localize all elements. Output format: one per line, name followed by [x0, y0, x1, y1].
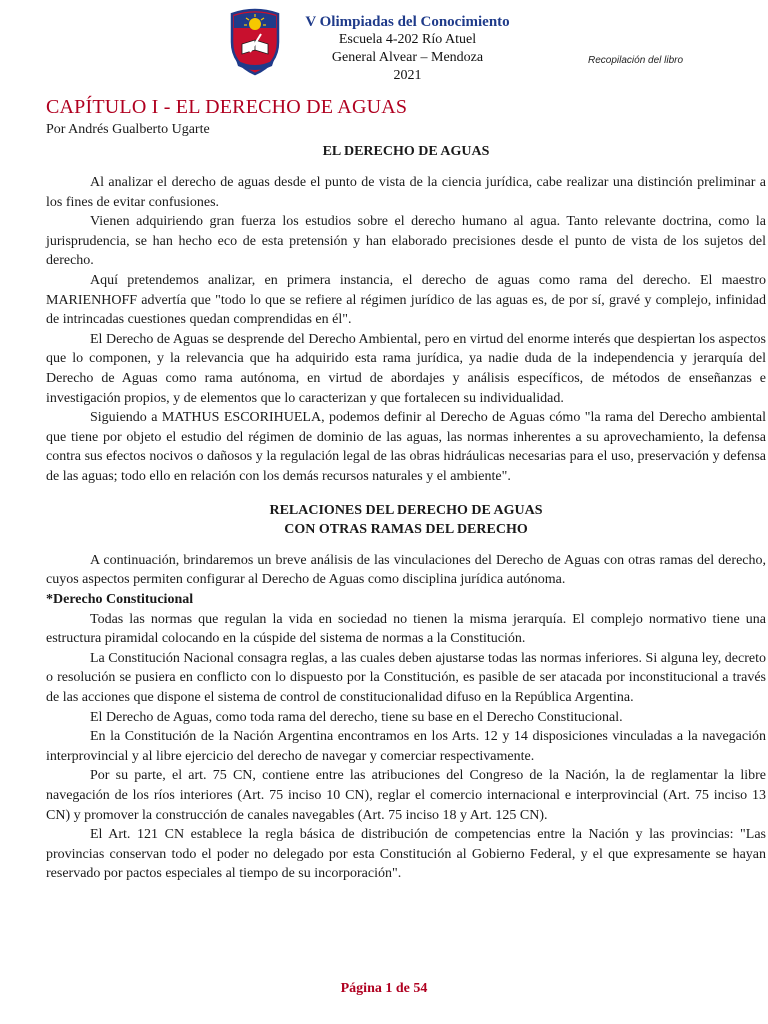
paragraph: Al analizar el derecho de aguas desde el punto de vista de la ciencia jurídica, cabe realizar una distinción preliminar a los fines de evitar confusiones. [46, 175, 766, 210]
paragraph: Aquí pretendemos analizar, en primera instancia, el derecho de aguas como rama del derecho. El maestro MARIENHOFF advertía que "todo lo que se refiere al régimen jurídico de las aguas es, de por sí, gravé y complejo, infinidad de intrincadas cuestiones quedan comprendidas en él". [46, 272, 766, 328]
compilation-note: Recopilación del libro [588, 55, 684, 66]
subheading-derecho-constitucional: *Derecho Constitucional [46, 591, 194, 607]
header-year: 2021 [393, 68, 422, 83]
school-crest-logo [228, 8, 282, 78]
page-number-footer: Página 1 de 54 [340, 981, 428, 996]
paragraph: El Derecho de Aguas, como toda rama del derecho, tiene su base en el Derecho Constitucional. [90, 709, 623, 725]
section-title-relaciones-line2: CON OTRAS RAMAS DEL DERECHO [284, 521, 528, 537]
page-header [0, 0, 768, 90]
paragraph: A continuación, brindaremos un breve análisis de las vinculaciones del Derecho de Aguas con otras ramas del derecho, cuyos aspectos permiten configurar al Derecho de Aguas como disciplina jurídica autónoma. [46, 552, 766, 588]
paragraph: Por su parte, el art. 75 CN, contiene entre las atribuciones del Congreso de la Nación, la de reglamentar la libre navegación de los ríos interiores (Art. 75 inciso 10 CN), reglar el comercio internacional e interprovincial (Art. 75 inciso 13 CN) y promover la construcción de canales navegables (Art. 75 inciso 18 y Art. 125 CN). [46, 768, 766, 823]
paragraph: En la Constitución de la Nación Argentina encontramos en los Arts. 12 y 14 disposiciones vinculadas a la navegación interprovincial y al libre ejercicio del derecho de navegar y comerciar respectivamente. [46, 729, 766, 764]
section-title-relaciones-line1: RELACIONES DEL DERECHO DE AGUAS [269, 502, 543, 518]
school-name: Escuela 4-202 Río Atuel [338, 32, 477, 47]
header-text-block [300, 13, 515, 85]
chapter-title: CAPÍTULO I - EL DERECHO DE AGUAS [46, 96, 408, 118]
olympiad-title: V Olimpiadas del Conocimiento [305, 14, 510, 30]
paragraph: Siguiendo a MATHUS ESCORIHUELA, podemos definir al Derecho de Aguas cómo "la rama del Derecho ambiental que tiene por objeto el estudio del régimen de dominio de las aguas, las normas inherentes a su aprovechamiento, la defensa contra sus efectos nocivos o dañosos y la regulación legal de las obras hidráulicas necesarias para el uso, preservación y defensa de las aguas; todo ello en relación con los demás recursos naturales y el ambiente". [46, 410, 766, 484]
page-content [46, 94, 766, 884]
paragraph: El Derecho de Aguas se desprende del Derecho Ambiental, pero en virtud del enorme interés que despiertan los aspectos que lo componen, y la relevancia que ha adquirido esta rama jurídica, ya nadie duda de la independencia y jerarquía del Derecho de Aguas como rama autónoma, en virtud de abordajes y análisis específicos, de métodos de enseñanzas e investigación propios, y de elementos que lo caracterizan y que fortalecen su individualidad. [46, 331, 766, 406]
paragraph: El Art. 121 CN establece la regla básica de distribución de competencias entre la Nación y las provincias: "Las provincias conservan todo el poder no delegado por esta Constitución al Gobierno Federal, y el que expresamente se hayan reservado por pactos especiales al tiempo de su incorporación". [46, 827, 766, 882]
paragraph: La Constitución Nacional consagra reglas, a las cuales deben ajustarse todas las normas inferiores. Si alguna ley, decreto o resolución se pusiera en conflicto con lo dispuesto por la Constitución, es pasible de ser atacada por inconstitucional a través de las acciones que dispone el sistema de control de constitucionalidad difuso en la República Argentina. [46, 650, 766, 706]
school-location: General Alvear – Mendoza [331, 50, 484, 65]
paragraph: Vienen adquiriendo gran fuerza los estudios sobre el derecho humano al agua. Tanto relevante doctrina, como la jurisprudencia, se han hecho eco de esta pretensión y han elaborado precisiones desde el punto de vista de los sujetos del derecho. [46, 214, 766, 269]
paragraph: Todas las normas que regulan la vida en sociedad no tienen la misma jerarquía. El complejo normativo tiene una estructura piramidal colocando en la cúspide del sistema de normas a la Constitución. [46, 611, 766, 647]
author-byline: Por Andrés Gualberto Ugarte [46, 122, 210, 137]
section-title-derecho-aguas: EL DERECHO DE AGUAS [322, 144, 490, 159]
